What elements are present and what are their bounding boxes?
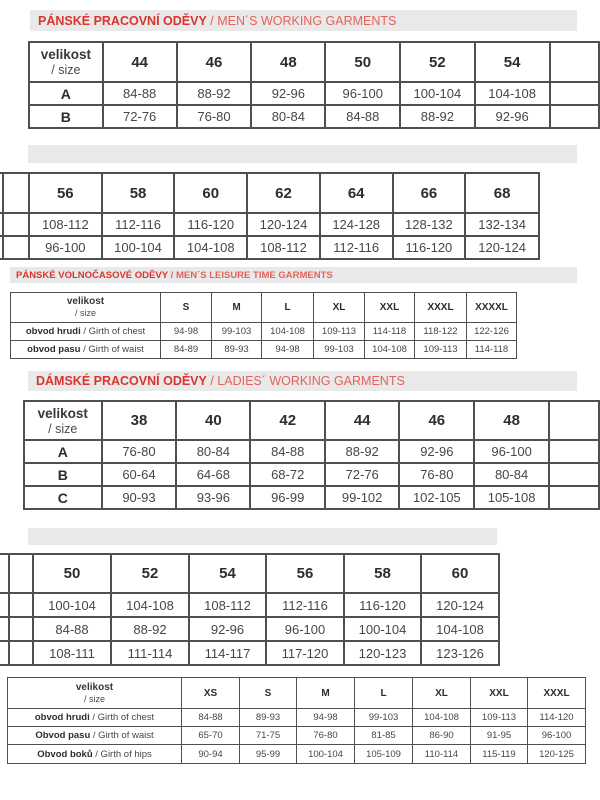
partial-cell xyxy=(9,617,33,641)
value-cell: 76-80 xyxy=(177,105,252,128)
table-row xyxy=(0,213,539,236)
table-row xyxy=(24,401,599,440)
value-cell: 122-126 xyxy=(467,323,517,341)
table-row xyxy=(24,440,599,463)
size-header-cell: 58 xyxy=(102,173,175,213)
size-header-cell: 60 xyxy=(174,173,247,213)
section-title-english: / MEN´S LEISURE TIME GARMENTS xyxy=(168,269,333,281)
divider-bar xyxy=(28,145,577,163)
value-cell: 118-122 xyxy=(415,323,467,341)
value-cell: 96-100 xyxy=(474,440,548,463)
value-cell: 92-96 xyxy=(189,617,266,641)
value-cell: 99-103 xyxy=(355,709,413,727)
table-row xyxy=(8,745,586,764)
row-label: obvod pasu / Girth of waist xyxy=(11,341,161,359)
row-label: B xyxy=(24,463,102,486)
size-header-cell: 66 xyxy=(393,173,466,213)
value-cell: 76-80 xyxy=(102,440,177,463)
value-cell: 88-92 xyxy=(325,440,399,463)
value-cell: 120-124 xyxy=(247,213,320,236)
value-cell: 89-93 xyxy=(240,709,297,727)
size-label-line1: velikost xyxy=(75,681,114,693)
partial-cell xyxy=(0,554,9,593)
size-header-cell: 54 xyxy=(475,42,550,82)
table-row xyxy=(8,678,586,709)
value-cell: 80-84 xyxy=(251,105,325,128)
size-header-cell: XXXXL xyxy=(467,293,517,323)
table-row xyxy=(8,709,586,727)
value-cell: 88-92 xyxy=(111,617,189,641)
size-header-cell: 64 xyxy=(320,173,393,213)
section-title-czech: PÁNSKÉ VOLNOČASOVÉ ODĚVY xyxy=(16,269,169,281)
size-header-cell: L xyxy=(355,678,413,709)
size-label-cell xyxy=(24,401,102,440)
value-cell: 92-96 xyxy=(475,105,550,128)
value-cell: 68-72 xyxy=(250,463,325,486)
table-row xyxy=(29,42,599,82)
value-cell: 114-118 xyxy=(467,341,517,359)
size-header-cell: 44 xyxy=(103,42,177,82)
size-header-cell: 54 xyxy=(189,554,266,593)
partial-cell xyxy=(550,82,599,105)
value-cell: 80-84 xyxy=(474,463,548,486)
partial-cell xyxy=(550,105,599,128)
value-cell: 94-98 xyxy=(262,341,314,359)
section-title-czech: PÁNSKÉ PRACOVNÍ ODĚVY xyxy=(38,13,207,28)
value-cell: 114-120 xyxy=(528,709,586,727)
value-cell: 116-120 xyxy=(393,236,466,259)
size-header-cell: 42 xyxy=(250,401,325,440)
size-header-cell: 68 xyxy=(465,173,539,213)
value-cell: 99-102 xyxy=(325,486,399,509)
value-cell: 76-80 xyxy=(399,463,474,486)
value-cell: 114-117 xyxy=(189,641,266,665)
value-cell: 94-98 xyxy=(297,709,355,727)
value-cell: 92-96 xyxy=(399,440,474,463)
row-label: Obvod boků / Girth of hips xyxy=(8,745,182,764)
value-cell: 71-75 xyxy=(240,727,297,745)
size-header-cell: XXL xyxy=(365,293,415,323)
value-cell: 104-108 xyxy=(111,593,189,617)
value-cell: 88-92 xyxy=(400,105,474,128)
value-cell: 105-109 xyxy=(355,745,413,764)
value-cell: 88-92 xyxy=(177,82,252,105)
value-cell: 81-85 xyxy=(355,727,413,745)
value-cell: 108-111 xyxy=(33,641,111,665)
value-cell: 100-104 xyxy=(33,593,111,617)
table-row xyxy=(0,236,539,259)
size-header-cell: M xyxy=(297,678,355,709)
value-cell: 80-84 xyxy=(176,440,250,463)
value-cell: 91-95 xyxy=(471,727,528,745)
value-cell: 128-132 xyxy=(393,213,466,236)
value-cell: 100-104 xyxy=(400,82,474,105)
row-label: C xyxy=(24,486,102,509)
value-cell: 112-116 xyxy=(266,593,344,617)
value-cell: 120-124 xyxy=(421,593,499,617)
partial-cell xyxy=(549,440,599,463)
table-row xyxy=(29,105,599,128)
size-header-cell: 48 xyxy=(474,401,548,440)
size-label-cell xyxy=(29,42,103,82)
size-header-cell: S xyxy=(240,678,297,709)
value-cell: 124-128 xyxy=(320,213,393,236)
size-label-line2: / size xyxy=(48,421,78,436)
size-header-cell: XXXL xyxy=(415,293,467,323)
section-bar-mens-leisure xyxy=(10,267,577,283)
section-bar-mens-working xyxy=(30,10,577,31)
size-header-cell: 40 xyxy=(176,401,250,440)
value-cell: 120-124 xyxy=(465,236,539,259)
value-cell: 102-105 xyxy=(399,486,474,509)
value-cell: 132-134 xyxy=(465,213,539,236)
value-cell: 96-100 xyxy=(29,236,102,259)
value-cell: 111-114 xyxy=(111,641,189,665)
section-title-czech: DÁMSKÉ PRACOVNÍ ODĚVY xyxy=(36,374,207,388)
value-cell: 84-88 xyxy=(182,709,240,727)
section-title-english: / MEN´S WORKING GARMENTS xyxy=(206,13,397,28)
size-header-cell: 60 xyxy=(421,554,499,593)
partial-cell xyxy=(0,617,9,641)
size-header-cell: L xyxy=(262,293,314,323)
value-cell: 96-100 xyxy=(528,727,586,745)
partial-cell xyxy=(0,641,9,665)
value-cell: 104-108 xyxy=(475,82,550,105)
value-cell: 112-116 xyxy=(102,213,175,236)
size-header-cell: 48 xyxy=(251,42,325,82)
value-cell: 108-112 xyxy=(247,236,320,259)
table-mens-leisure xyxy=(10,292,517,359)
partial-cell xyxy=(3,213,29,236)
value-cell: 105-108 xyxy=(474,486,548,509)
value-cell: 104-108 xyxy=(365,341,415,359)
value-cell: 110-114 xyxy=(413,745,471,764)
table-row xyxy=(29,82,599,105)
value-cell: 90-94 xyxy=(182,745,240,764)
value-cell: 100-104 xyxy=(102,236,175,259)
value-cell: 84-88 xyxy=(103,82,177,105)
table-row xyxy=(0,554,499,593)
size-header-cell: M xyxy=(212,293,262,323)
row-label: Obvod pasu / Girth of waist xyxy=(8,727,182,745)
value-cell: 99-103 xyxy=(314,341,365,359)
partial-cell xyxy=(549,486,599,509)
table-row xyxy=(11,293,517,323)
table-row xyxy=(8,727,586,745)
size-label-line2: / size xyxy=(74,308,96,318)
size-header-cell: 52 xyxy=(111,554,189,593)
value-cell: 123-126 xyxy=(421,641,499,665)
value-cell: 116-120 xyxy=(344,593,421,617)
value-cell: 84-88 xyxy=(250,440,325,463)
table-mens-working-1 xyxy=(28,41,600,129)
value-cell: 120-123 xyxy=(344,641,421,665)
value-cell: 108-112 xyxy=(29,213,102,236)
partial-cell xyxy=(549,401,599,440)
table-row xyxy=(24,463,599,486)
value-cell: 104-108 xyxy=(262,323,314,341)
table-row xyxy=(0,593,499,617)
value-cell: 104-108 xyxy=(413,709,471,727)
size-label-line2: / size xyxy=(51,63,81,77)
size-label-line1: velikost xyxy=(40,47,91,62)
table-row xyxy=(11,341,517,359)
table-ladies-working-1 xyxy=(23,400,600,510)
value-cell: 96-100 xyxy=(266,617,344,641)
size-header-cell: 44 xyxy=(325,401,399,440)
value-cell: 94-98 xyxy=(161,323,212,341)
value-cell: 96-99 xyxy=(250,486,325,509)
table-ladies-sml xyxy=(7,677,586,764)
size-label-cell xyxy=(11,293,161,323)
size-header-cell: XXL xyxy=(471,678,528,709)
size-header-cell: 62 xyxy=(247,173,320,213)
value-cell: 89-93 xyxy=(212,341,262,359)
value-cell: 115-119 xyxy=(471,745,528,764)
size-header-cell: 50 xyxy=(325,42,400,82)
value-cell: 116-120 xyxy=(174,213,247,236)
value-cell: 90-93 xyxy=(102,486,177,509)
value-cell: 86-90 xyxy=(413,727,471,745)
size-label-line2: / size xyxy=(83,693,105,704)
value-cell: 64-68 xyxy=(176,463,250,486)
value-cell: 109-113 xyxy=(471,709,528,727)
value-cell: 84-88 xyxy=(325,105,400,128)
value-cell: 108-112 xyxy=(189,593,266,617)
size-header-cell: 58 xyxy=(344,554,421,593)
size-header-cell: 38 xyxy=(102,401,177,440)
value-cell: 120-125 xyxy=(528,745,586,764)
table-row xyxy=(11,323,517,341)
size-header-cell: 56 xyxy=(29,173,102,213)
size-header-cell: XXXL xyxy=(528,678,586,709)
size-header-cell: XL xyxy=(413,678,471,709)
row-label: B xyxy=(29,105,103,128)
partial-cell xyxy=(549,463,599,486)
value-cell: 96-100 xyxy=(325,82,400,105)
table-row xyxy=(24,486,599,509)
table-mens-working-2 xyxy=(0,172,540,260)
value-cell: 92-96 xyxy=(251,82,325,105)
size-label-cell xyxy=(8,678,182,709)
value-cell: 72-76 xyxy=(103,105,177,128)
size-header-cell: XL xyxy=(314,293,365,323)
value-cell: 100-104 xyxy=(344,617,421,641)
value-cell: 104-108 xyxy=(421,617,499,641)
table-row xyxy=(0,173,539,213)
row-label: obvod hrudi / Girth of chest xyxy=(11,323,161,341)
size-header-cell: S xyxy=(161,293,212,323)
value-cell: 117-120 xyxy=(266,641,344,665)
table-ladies-working-2 xyxy=(0,553,500,666)
value-cell: 84-88 xyxy=(33,617,111,641)
partial-cell xyxy=(3,236,29,259)
partial-cell xyxy=(3,173,29,213)
value-cell: 109-113 xyxy=(314,323,365,341)
value-cell: 93-96 xyxy=(176,486,250,509)
divider-bar xyxy=(28,528,497,545)
size-header-cell: XS xyxy=(182,678,240,709)
size-header-cell: 56 xyxy=(266,554,344,593)
value-cell: 99-103 xyxy=(212,323,262,341)
value-cell: 84-89 xyxy=(161,341,212,359)
value-cell: 114-118 xyxy=(365,323,415,341)
partial-cell xyxy=(9,641,33,665)
value-cell: 72-76 xyxy=(325,463,399,486)
partial-cell xyxy=(9,554,33,593)
partial-cell xyxy=(0,593,9,617)
value-cell: 104-108 xyxy=(174,236,247,259)
row-label: obvod hrudi / Girth of chest xyxy=(8,709,182,727)
table-row xyxy=(0,617,499,641)
value-cell: 65-70 xyxy=(182,727,240,745)
size-header-cell: 46 xyxy=(177,42,252,82)
partial-cell xyxy=(550,42,599,82)
value-cell: 112-116 xyxy=(320,236,393,259)
size-label-line1: velikost xyxy=(37,405,88,421)
section-title-english: / LADIES´ WORKING GARMENTS xyxy=(206,374,405,388)
size-header-cell: 46 xyxy=(399,401,474,440)
size-label-line1: velikost xyxy=(66,296,105,307)
value-cell: 95-99 xyxy=(240,745,297,764)
value-cell: 60-64 xyxy=(102,463,177,486)
value-cell: 100-104 xyxy=(297,745,355,764)
partial-cell xyxy=(9,593,33,617)
value-cell: 109-113 xyxy=(415,341,467,359)
row-label: A xyxy=(24,440,102,463)
table-row xyxy=(0,641,499,665)
value-cell: 76-80 xyxy=(297,727,355,745)
size-header-cell: 50 xyxy=(33,554,111,593)
row-label: A xyxy=(29,82,103,105)
section-bar-ladies-working xyxy=(28,371,577,391)
size-header-cell: 52 xyxy=(400,42,474,82)
